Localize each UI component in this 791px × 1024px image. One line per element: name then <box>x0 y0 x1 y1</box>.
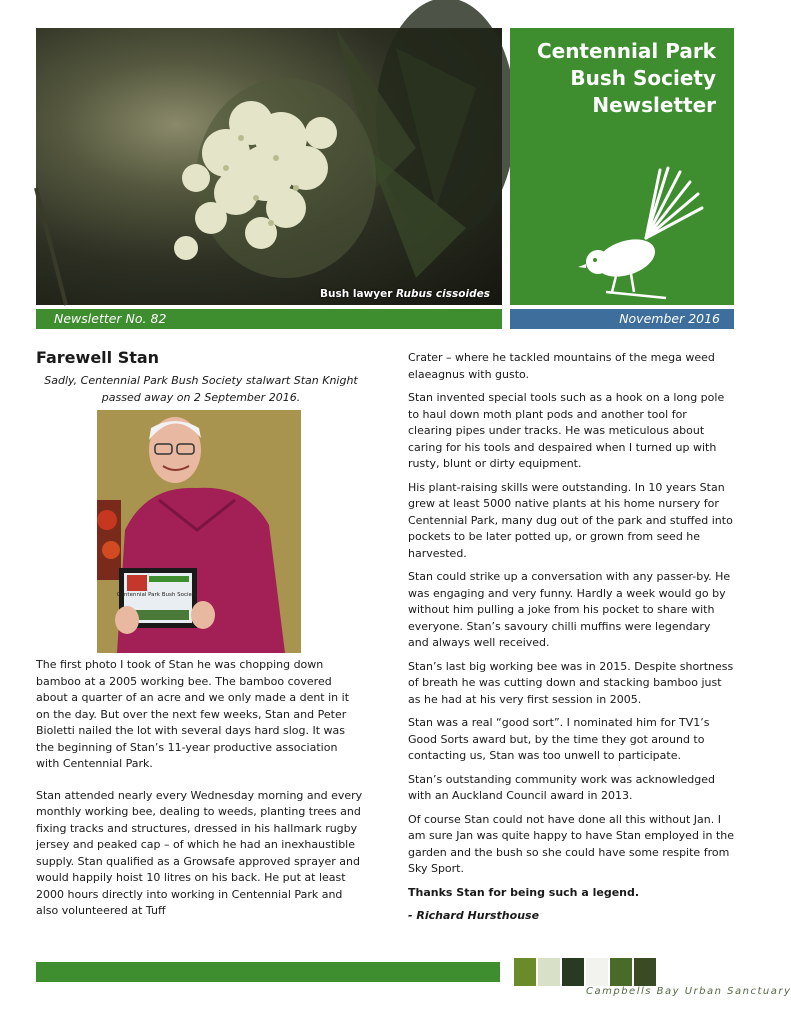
bush-lawyer-photo <box>36 28 502 305</box>
footer-thumbnail <box>562 958 584 986</box>
date-bar <box>510 309 734 329</box>
paragraph: Stan’s outstanding community work was acknowledged with an Auckland Council award in 2013. <box>408 772 715 802</box>
issue-number: Newsletter No. 82 <box>54 311 167 326</box>
masthead-title-line3: Newsletter <box>592 93 716 117</box>
masthead <box>510 28 734 305</box>
masthead-title-line1: Centennial Park <box>536 39 716 63</box>
sanctuary-logo-text: Campbells Bay Urban Sanctuary <box>586 986 791 997</box>
thanks-line: Thanks Stan for being such a legend. <box>408 885 640 899</box>
portrait-illustration <box>97 410 301 653</box>
issue-bar <box>36 309 502 329</box>
paragraph: Stan could strike up a conversation with any passer-by. He was engaging and very funny. Hardly a week would go by without him pulling a joke from his pocket to share with everyone. Stan’s savoury chilli muffins were legendary and always well received. <box>408 570 731 649</box>
paragraph: Stan attended nearly every Wednesday morning and every monthly working bee, dealing to weeds, planting trees and fixing tracks and structures, dressed in his hallmark rugby jersey and peaked cap – of which he had an inexhaustible supply. Stan qualified as a Growsafe approved sprayer and would happily hoist 10 litres on his back. He put at least 2000 hours directly into working in Centennial Park and also volunteered at Tuff <box>36 788 363 917</box>
paragraph: Stan’s last big working bee was in 2015. Despite shortness of breath he was cutting down and stacking bamboo just as he had at his very first session in 2005. <box>408 659 734 706</box>
footer-thumbnail <box>610 958 632 986</box>
paragraph: Crater – where he tackled mountains of the mega weed elaeagnus with gusto. <box>408 351 715 381</box>
footer-thumbnail <box>634 958 656 986</box>
cover-photo <box>36 28 502 305</box>
paragraph: Stan was a real “good sort”. I nominated him for TV1’s Good Sorts award but, by the time they got around to contacting us, Stan was too unwell to participate. <box>408 716 710 762</box>
photo-caption: Bush lawyer Rubus cissoides <box>320 288 490 300</box>
article-title: Farewell Stan <box>36 348 160 367</box>
masthead-title-line2: Bush Society <box>570 66 716 90</box>
fantail-bird-icon <box>576 158 716 298</box>
footer-bar <box>36 962 500 982</box>
paragraph: His plant-raising skills were outstanding. In 10 years Stan grew at least 5000 native plants at his home nursery for Centennial Park, many dug out of the park and stuffed into pockets to be later potted up, or grown from seed he harvested. <box>408 480 733 560</box>
paragraph: Stan invented special tools such as a hook on a long pole to haul down moth plant pods and another tool for clearing pipes under tracks. He was meticulous about caring for his tools and despaired when I turned up with rusty, blunt or dirty equipment. <box>408 391 725 470</box>
footer-thumbnail <box>538 958 560 986</box>
paragraph: Of course Stan could not have done all this without Jan. I am sure Jan was quite happy to have Stan employed in the garden and the bush so she could have some respite from Sky Sport. <box>408 812 735 875</box>
plaque-text: Centennial Park Bush Society <box>116 592 198 598</box>
footer-thumbnail <box>514 958 536 986</box>
article-lede: Sadly, Centennial Park Bush Society stalwart Stan Knight passed away on 2 September 2016. <box>44 374 358 404</box>
article-column-left <box>36 657 364 920</box>
paragraph: The first photo I took of Stan he was chopping down bamboo at a 2005 working bee. The bamboo covered about a quarter of an acre and we only made a dent in it on the day. But over the next few weeks, Stan and Peter Bioletti nailed the lot with several days hard slog. It was the beginning of Stan’s 11-year productive association with Centennial Park. <box>36 658 350 770</box>
stan-portrait-photo <box>97 410 301 653</box>
signature: - Richard Hursthouse <box>408 909 540 922</box>
article-column-right <box>408 350 734 932</box>
footer-thumbnail <box>586 958 608 986</box>
issue-date: November 2016 <box>619 311 720 326</box>
